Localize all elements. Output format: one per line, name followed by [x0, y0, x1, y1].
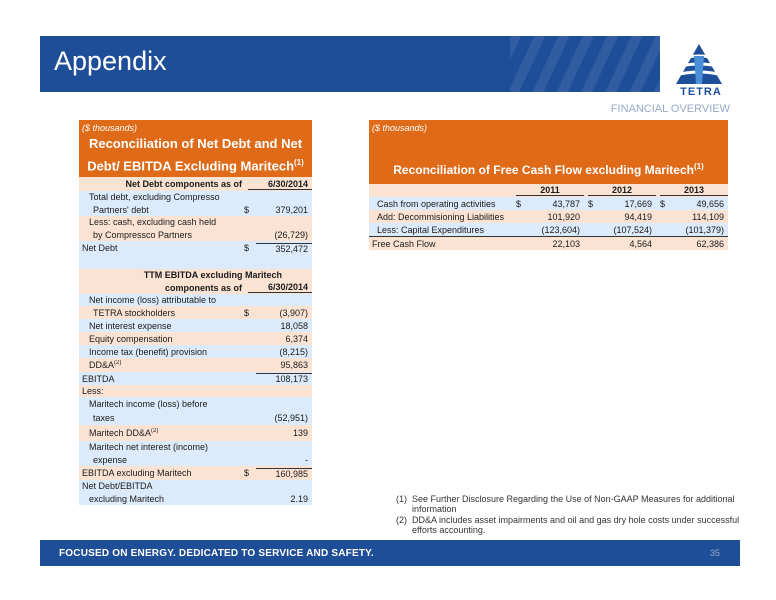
row-currency — [588, 212, 602, 222]
row-label: Equity compensation — [89, 333, 173, 344]
row-label: EBITDA — [82, 373, 115, 384]
row-value: 139 — [292, 428, 308, 439]
net-debt-table-header — [79, 120, 312, 177]
row-currency: $ — [244, 468, 250, 479]
year-header: 2011 — [516, 185, 584, 196]
page-number: 35 — [709, 548, 720, 558]
row-label: Less: Capital Expenditures — [377, 224, 485, 235]
table-row — [369, 210, 728, 223]
spacer-row — [79, 255, 312, 269]
row-value: 4,564 — [629, 238, 652, 249]
units-label: ($ thousands) — [82, 123, 138, 133]
section-header-label: components as of — [164, 282, 242, 293]
row-label: TETRA stockholders — [93, 307, 176, 318]
row-label: Net Debt/EBITDA — [82, 481, 153, 492]
footer-tagline: FOCUSED ON ENERGY. DEDICATED TO SERVICE AND SAFETY. — [59, 548, 374, 559]
table-title — [79, 134, 312, 177]
table-row — [369, 237, 728, 250]
footnote-marker: (2) — [151, 428, 159, 435]
row-value: 114,109 — [692, 211, 724, 222]
row-label: expense — [93, 454, 128, 465]
table-row — [79, 410, 312, 425]
row-value: 22,103 — [552, 238, 580, 249]
row-value: 108,173 — [256, 373, 312, 384]
row-value: - — [305, 454, 308, 465]
table-row — [79, 345, 312, 358]
table-row — [369, 223, 728, 237]
row-label — [79, 360, 244, 370]
footnote-marker: (2) — [114, 360, 122, 367]
table-row — [79, 453, 312, 466]
row-currency — [588, 225, 602, 235]
section-header — [79, 269, 312, 281]
table-row — [79, 216, 312, 228]
row-currency — [588, 239, 602, 249]
row-value: (123,604) — [541, 224, 580, 235]
table-row — [79, 203, 312, 216]
section-header — [79, 177, 312, 191]
section-header-date: 6/30/2014 — [248, 179, 312, 190]
row-label: Net interest expense — [89, 320, 172, 331]
row-value: 6,374 — [285, 333, 308, 344]
row-value: (8,215) — [279, 346, 308, 357]
footnote-text: See Further Disclosure Regarding the Use of Non-GAAP Measures for additional information — [412, 494, 735, 514]
year-header: 2012 — [588, 185, 656, 196]
footnote — [396, 494, 741, 514]
section-header — [79, 281, 312, 294]
row-currency — [660, 239, 674, 249]
row-value: (101,379) — [685, 224, 724, 235]
row-label: Maritech net interest (income) — [89, 442, 209, 453]
row-value: 62,386 — [696, 238, 724, 249]
row-label-text: DD&A — [89, 360, 115, 371]
table-row — [369, 197, 728, 210]
footnote — [396, 515, 741, 535]
row-label: Less: — [82, 386, 104, 397]
row-currency: $ — [244, 204, 250, 215]
row-value: (52,951) — [274, 412, 308, 423]
row-value: 352,472 — [256, 243, 312, 254]
row-value: (26,729) — [274, 229, 308, 240]
section-label: FINANCIAL OVERVIEW — [610, 103, 730, 115]
table-row — [79, 241, 312, 255]
row-label: Total debt, excluding Compresso — [89, 192, 220, 203]
table-row — [79, 480, 312, 492]
table-row — [79, 191, 312, 203]
table-title-text: Reconciliation of Free Cash Flow excluding Maritech — [393, 163, 694, 177]
section-header-label: TTM EBITDA excluding Maritech — [143, 270, 282, 281]
free-cash-flow-table-header — [369, 120, 728, 184]
row-currency: $ — [244, 307, 250, 318]
footnote-number: (2) — [396, 515, 407, 525]
units-label: ($ thousands) — [372, 123, 428, 133]
row-currency: $ — [244, 243, 250, 254]
table-title — [369, 162, 728, 177]
row-label: Maritech income (loss) before — [89, 398, 208, 409]
footnotes — [396, 494, 741, 536]
row-label: Net Debt — [82, 243, 118, 254]
row-label: by Compressco Partners — [93, 229, 193, 240]
table-row — [79, 466, 312, 480]
section-header-date: 6/30/2014 — [248, 282, 312, 293]
row-value: 43,787 — [552, 198, 580, 209]
row-label: taxes — [93, 412, 115, 423]
year-header-row — [369, 184, 728, 197]
row-value: 18,058 — [280, 320, 308, 331]
table-row — [79, 332, 312, 345]
row-label: Free Cash Flow — [372, 238, 436, 249]
table-row — [79, 385, 312, 397]
row-currency — [516, 212, 530, 222]
row-currency — [660, 212, 674, 222]
row-value: 94,419 — [624, 211, 652, 222]
row-label: Less: cash, excluding cash held — [89, 217, 217, 228]
row-label — [79, 428, 244, 438]
table-row — [79, 319, 312, 332]
row-value: 2.19 — [290, 493, 308, 504]
row-value: (107,524) — [613, 224, 652, 235]
row-label: Net income (loss) attributable to — [89, 295, 217, 306]
row-currency: $ — [660, 198, 666, 209]
footnote-number: (1) — [396, 494, 407, 504]
row-currency — [516, 225, 530, 235]
table-row — [79, 228, 312, 241]
free-cash-flow-table — [369, 120, 728, 250]
table-row — [79, 397, 312, 410]
row-currency: $ — [516, 198, 522, 209]
table-row — [79, 492, 312, 505]
page-title: Appendix — [54, 46, 167, 76]
logo-text: TETRA — [680, 86, 722, 98]
footnote-text: DD&A includes asset impairments and oil and gas dry hole costs under successful efforts accounting. — [412, 515, 740, 535]
title-footnote-marker: (1) — [294, 158, 304, 167]
section-header-label: Net Debt components as of — [125, 179, 242, 190]
row-currency: $ — [588, 198, 594, 209]
table-row — [79, 441, 312, 453]
row-value: (3,907) — [279, 307, 308, 318]
net-debt-table — [79, 120, 312, 505]
row-value: 160,985 — [256, 468, 312, 479]
table-row — [79, 372, 312, 385]
row-label: Cash from operating activities — [377, 198, 496, 209]
row-label: Add: Decommisioning Liabilities — [377, 211, 505, 222]
row-label-text: Maritech DD&A — [89, 428, 152, 439]
row-value: 101,920 — [547, 211, 580, 222]
table-title-text: Reconciliation of Net Debt and Net Debt/ EBITDA Excluding Maritech — [87, 136, 303, 174]
table-row — [79, 294, 312, 306]
year-header: 2013 — [660, 185, 728, 196]
title-footnote-marker: (1) — [693, 162, 704, 171]
row-label: excluding Maritech — [89, 493, 165, 504]
row-label: EBITDA excluding Maritech — [82, 468, 192, 479]
row-value: 49,656 — [696, 198, 724, 209]
row-currency — [516, 239, 530, 249]
row-value: 95,863 — [280, 360, 308, 371]
row-label: Income tax (benefit) provision — [89, 346, 208, 357]
row-value: 379,201 — [275, 204, 308, 215]
row-value: 17,669 — [624, 198, 652, 209]
table-row — [79, 306, 312, 319]
row-currency — [660, 225, 674, 235]
row-label: Partners' debt — [93, 204, 149, 215]
table-row — [79, 425, 312, 441]
table-row — [79, 358, 312, 372]
